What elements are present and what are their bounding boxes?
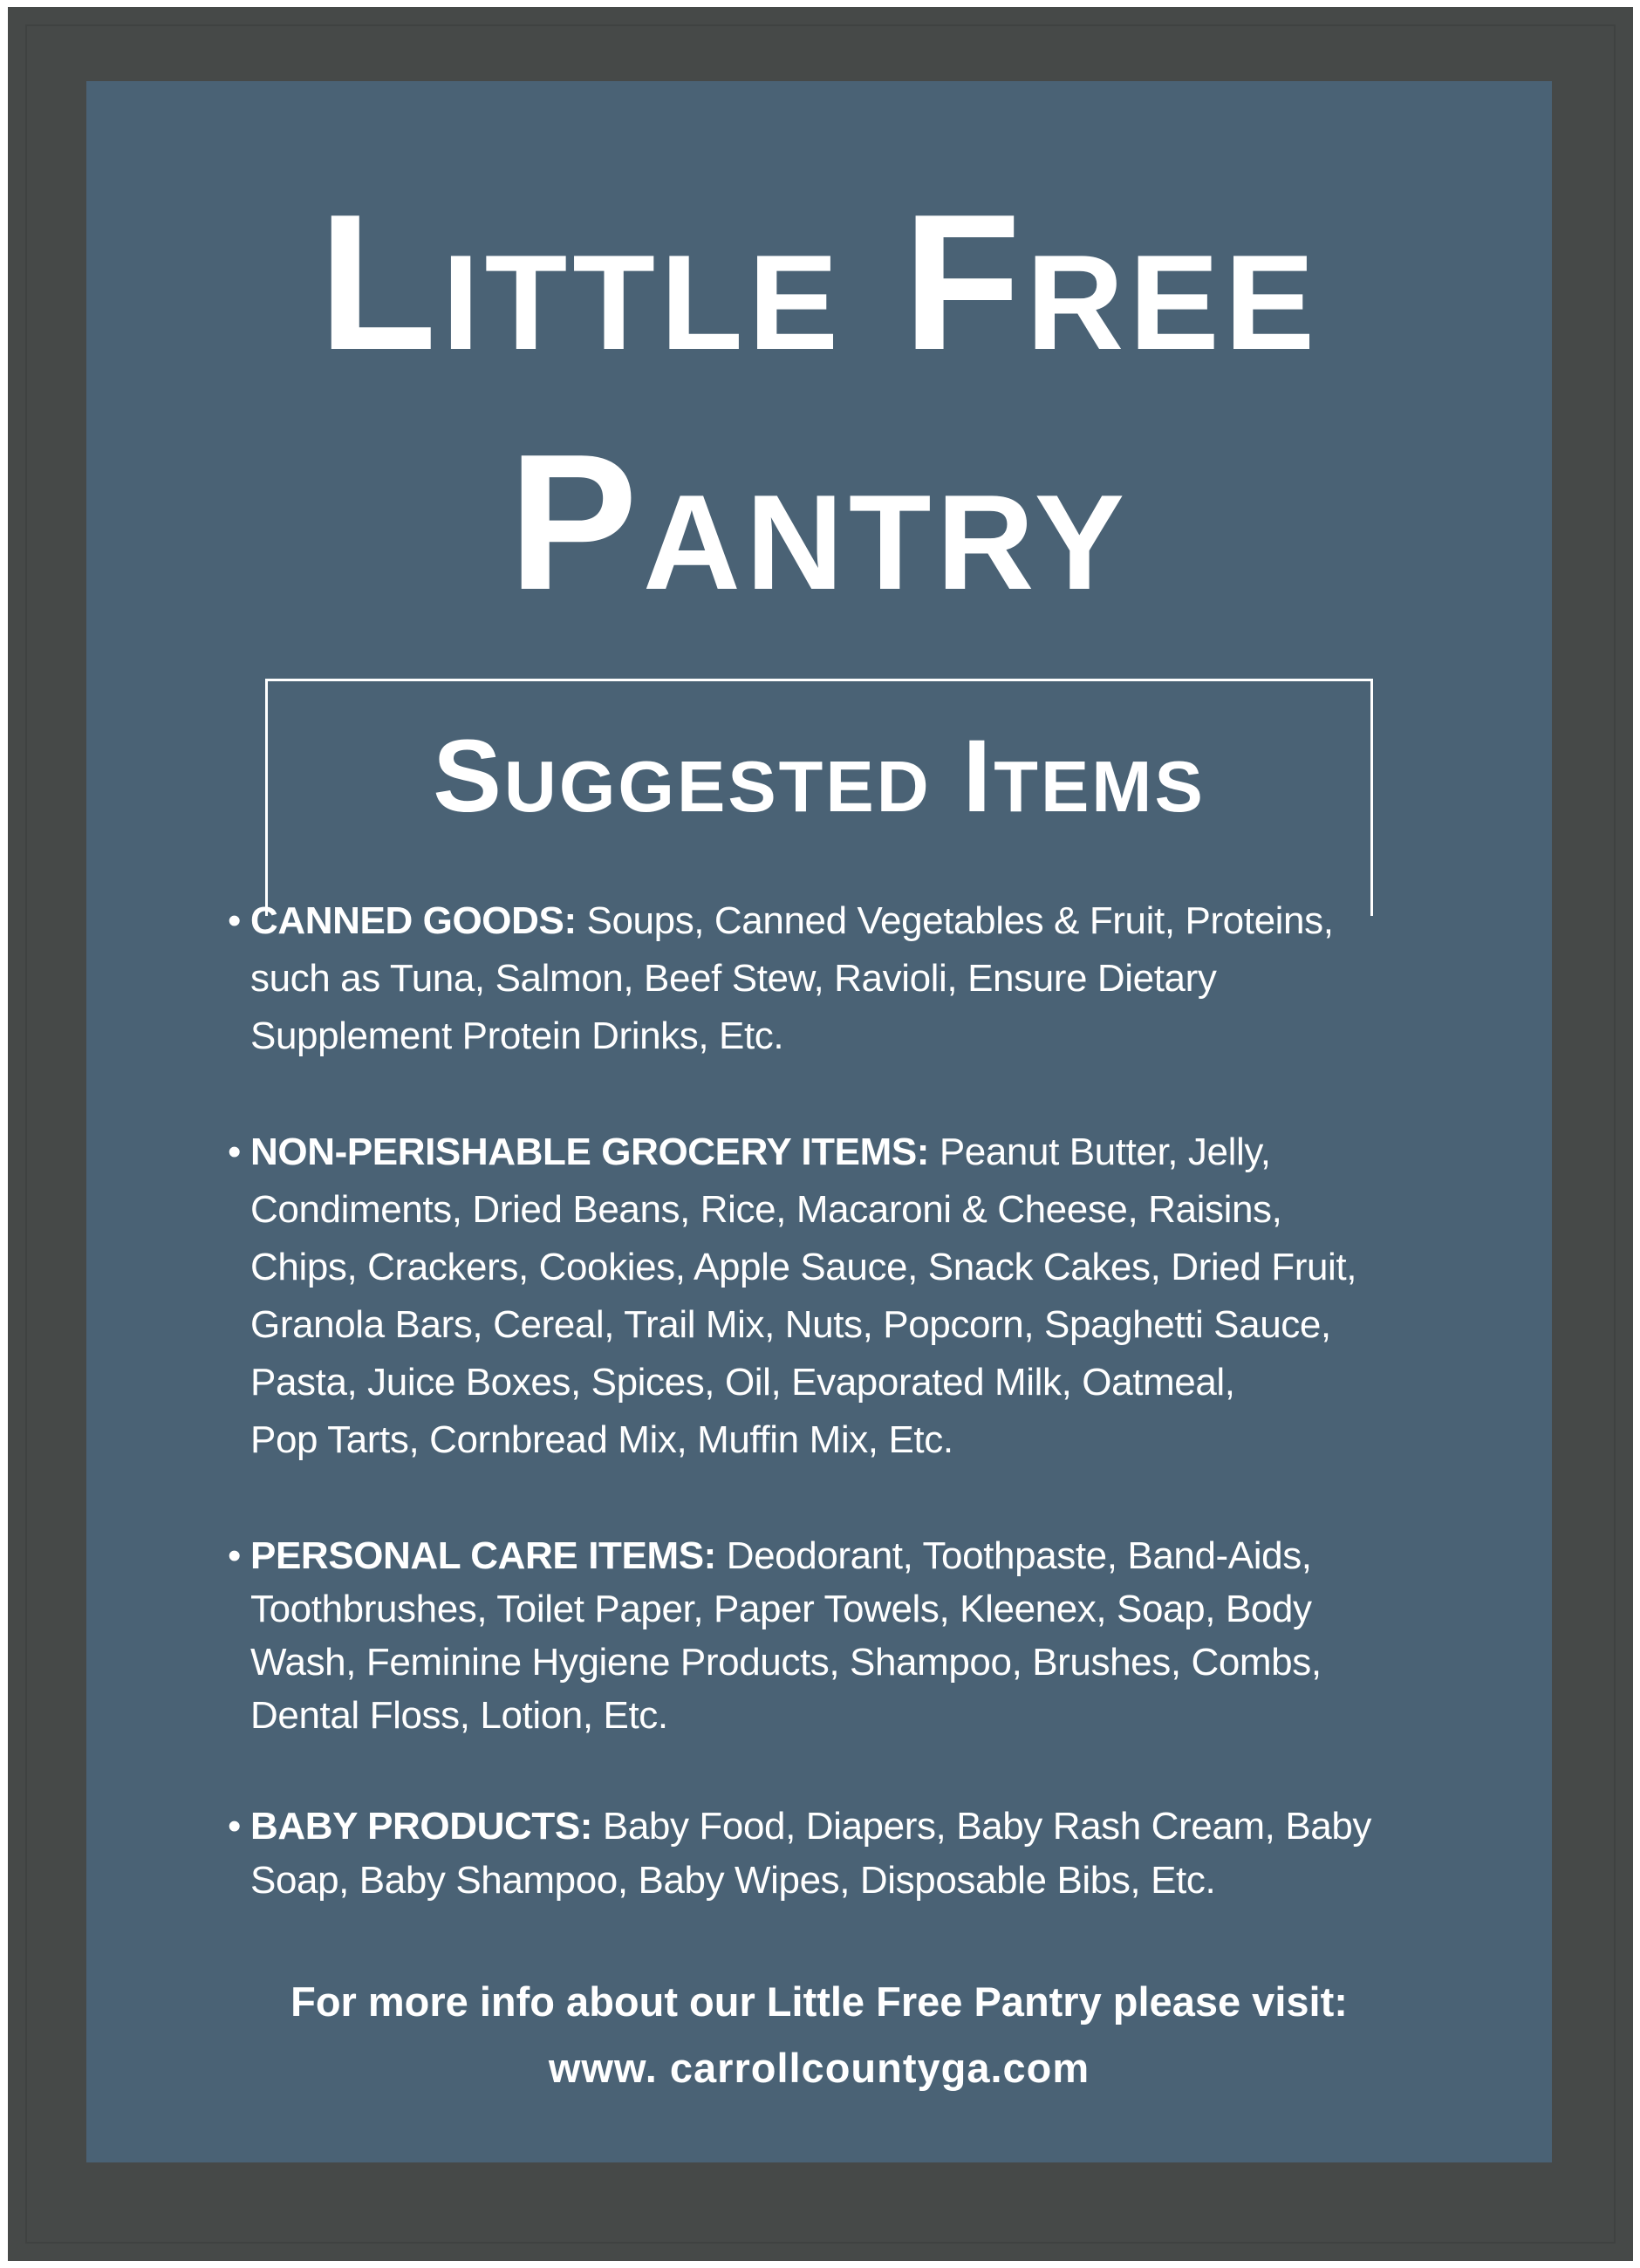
section-label: NON-PERISHABLE GROCERY ITEMS: [250, 1131, 930, 1173]
bullet-icon: • [228, 899, 242, 942]
section-text: Peanut Butter, Jelly, [929, 1131, 1271, 1173]
section-text: Wash, Feminine Hygiene Products, Shampoo, Brushes, Combs, [250, 1641, 1322, 1684]
section-text: Toothbrushes, Toilet Paper, Paper Towels, Kleenex, Soap, Body [250, 1588, 1312, 1630]
bullet-icon: • [228, 1534, 242, 1577]
section-text: Deodorant, Toothpaste, Band-Aids, [715, 1534, 1312, 1577]
footer-info: For more info about our Little Free Pantry please visit: [290, 1978, 1348, 2025]
title-line-2: Pantry [508, 414, 1131, 631]
section-text: Pasta, Juice Boxes, Spices, Oil, Evaporated Milk, Oatmeal, [250, 1361, 1235, 1404]
section-text: Condiments, Dried Beans, Rice, Macaroni & Cheese, Raisins, [250, 1188, 1282, 1231]
section-canned-goods [228, 892, 1334, 1065]
section-text: Granola Bars, Cereal, Trail Mix, Nuts, Popcorn, Spaghetti Sauce, [250, 1303, 1331, 1346]
section-text: such as Tuna, Salmon, Beef Stew, Ravioli, Ensure Dietary [250, 957, 1217, 1000]
section-text: Soups, Canned Vegetables & Fruit, Proteins, [576, 899, 1334, 942]
subtitle: Suggested Items [433, 719, 1206, 834]
section-label: PERSONAL CARE ITEMS: [250, 1534, 716, 1577]
footer-url: www. carrollcountyga.com [548, 2045, 1090, 2091]
section-baby-products [228, 1800, 1372, 1908]
bullet-icon: • [228, 1805, 242, 1848]
section-text: Soap, Baby Shampoo, Baby Wipes, Disposable Bibs, Etc. [250, 1859, 1216, 1902]
bullet-icon: • [228, 1131, 242, 1173]
section-text: Pop Tarts, Cornbread Mix, Muffin Mix, Etc. [250, 1418, 953, 1461]
section-text: Baby Food, Diapers, Baby Rash Cream, Baby [592, 1805, 1372, 1848]
section-text: Dental Floss, Lotion, Etc. [250, 1694, 668, 1737]
section-label: BABY PRODUCTS: [250, 1805, 593, 1848]
section-text: Supplement Protein Drinks, Etc. [250, 1014, 784, 1057]
section-personal-care [228, 1529, 1322, 1742]
title-line-1: Little Free [318, 174, 1321, 391]
sign-panel [86, 81, 1552, 2162]
section-text: Chips, Crackers, Cookies, Apple Sauce, Snack Cakes, Dried Fruit, [250, 1246, 1357, 1288]
section-non-perishable [228, 1124, 1357, 1469]
section-label: CANNED GOODS: [250, 899, 577, 942]
subtitle-box [265, 679, 1373, 916]
